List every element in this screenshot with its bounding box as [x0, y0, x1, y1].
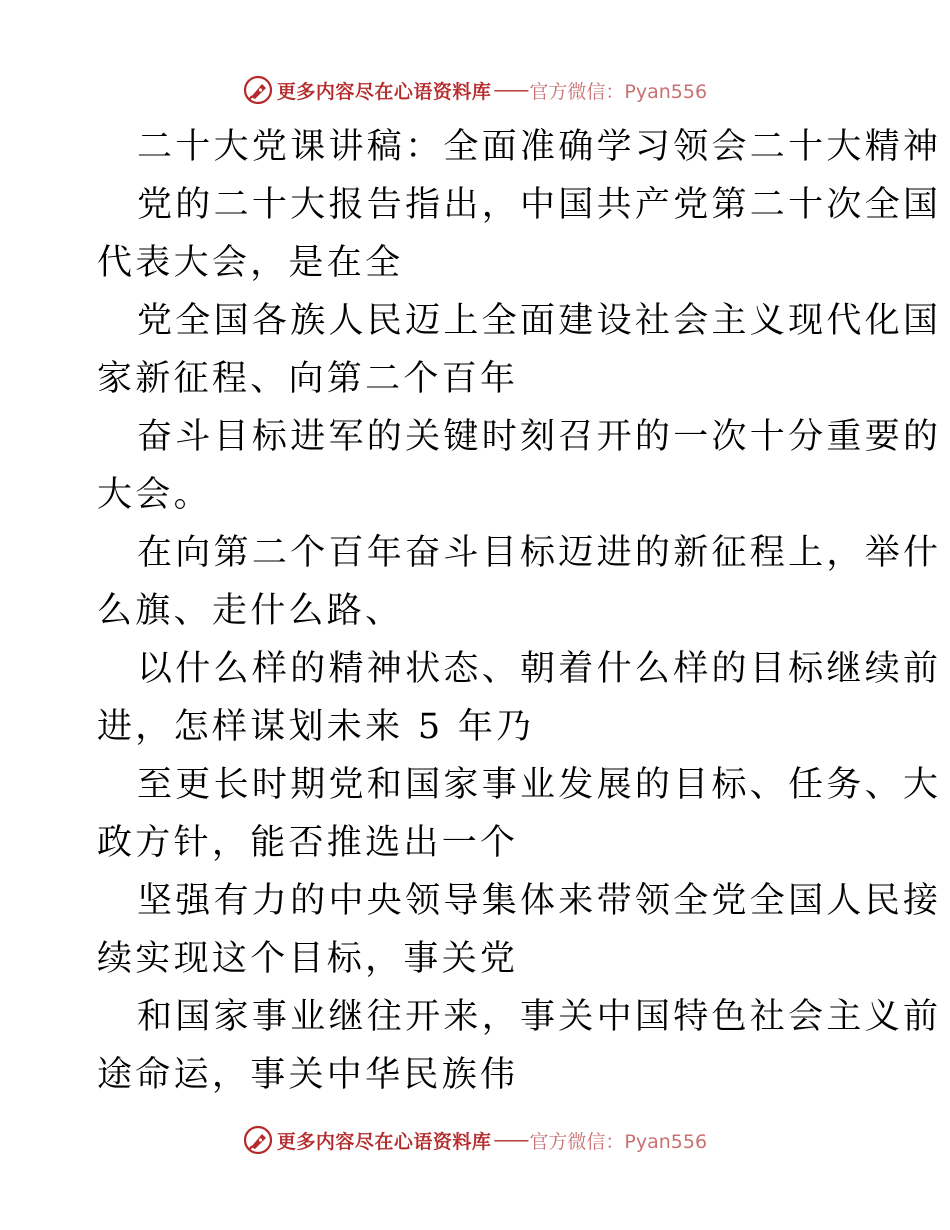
paragraph-line: 么旗、走什么路、	[97, 591, 404, 631]
watermark-separator: ——	[493, 1129, 528, 1151]
paragraph-line: 以什么样的精神状态、朝着什么样的目标继续前	[137, 649, 942, 689]
watermark-separator: ——	[493, 79, 528, 101]
document-title: 二十大党课讲稿：全面准确学习领会二十大精神	[137, 127, 942, 167]
paragraph-line: 党的二十大报告指出，中国共产党第二十次全国	[137, 185, 942, 225]
paragraph-line: 大会。	[97, 475, 212, 515]
watermark-site-text: 更多内容尽在心语资料库	[276, 80, 492, 103]
paragraph-line: 在向第二个百年奋斗目标迈进的新征程上，举什	[137, 533, 942, 573]
watermark-wechat-text: 官方微信：Pyan556	[529, 80, 708, 103]
header-watermark	[0, 70, 950, 110]
paragraph-line: 至更长时期党和国家事业发展的目标、任务、大	[137, 765, 942, 805]
paragraph-line: 家新征程、向第二个百年	[97, 359, 519, 399]
paragraph-line: 途命运，事关中华民族伟	[97, 1055, 519, 1095]
document-body	[97, 118, 942, 1104]
watermark-wechat-text: 官方微信：Pyan556	[529, 1130, 708, 1153]
paragraph-line: 代表大会，是在全	[97, 243, 404, 283]
paragraph-line: 和国家事业继往开来，事关中国特色社会主义前	[137, 997, 942, 1037]
pen-nib-logo-icon	[243, 75, 273, 105]
paragraph-line: 续实现这个目标，事关党	[97, 939, 519, 979]
paragraph-line: 政方针，能否推选出一个	[97, 823, 519, 863]
watermark-site-text: 更多内容尽在心语资料库	[276, 1130, 492, 1153]
paragraph-line: 坚强有力的中央领导集体来带领全党全国人民接	[137, 881, 942, 921]
paragraph-line: 奋斗目标进军的关键时刻召开的一次十分重要的	[137, 417, 942, 457]
paragraph-line: 进，怎样谋划未来 5 年乃	[97, 707, 535, 747]
paragraph-line: 党全国各族人民迈上全面建设社会主义现代化国	[137, 301, 942, 341]
footer-watermark	[0, 1120, 950, 1160]
pen-nib-logo-icon	[243, 1125, 273, 1155]
